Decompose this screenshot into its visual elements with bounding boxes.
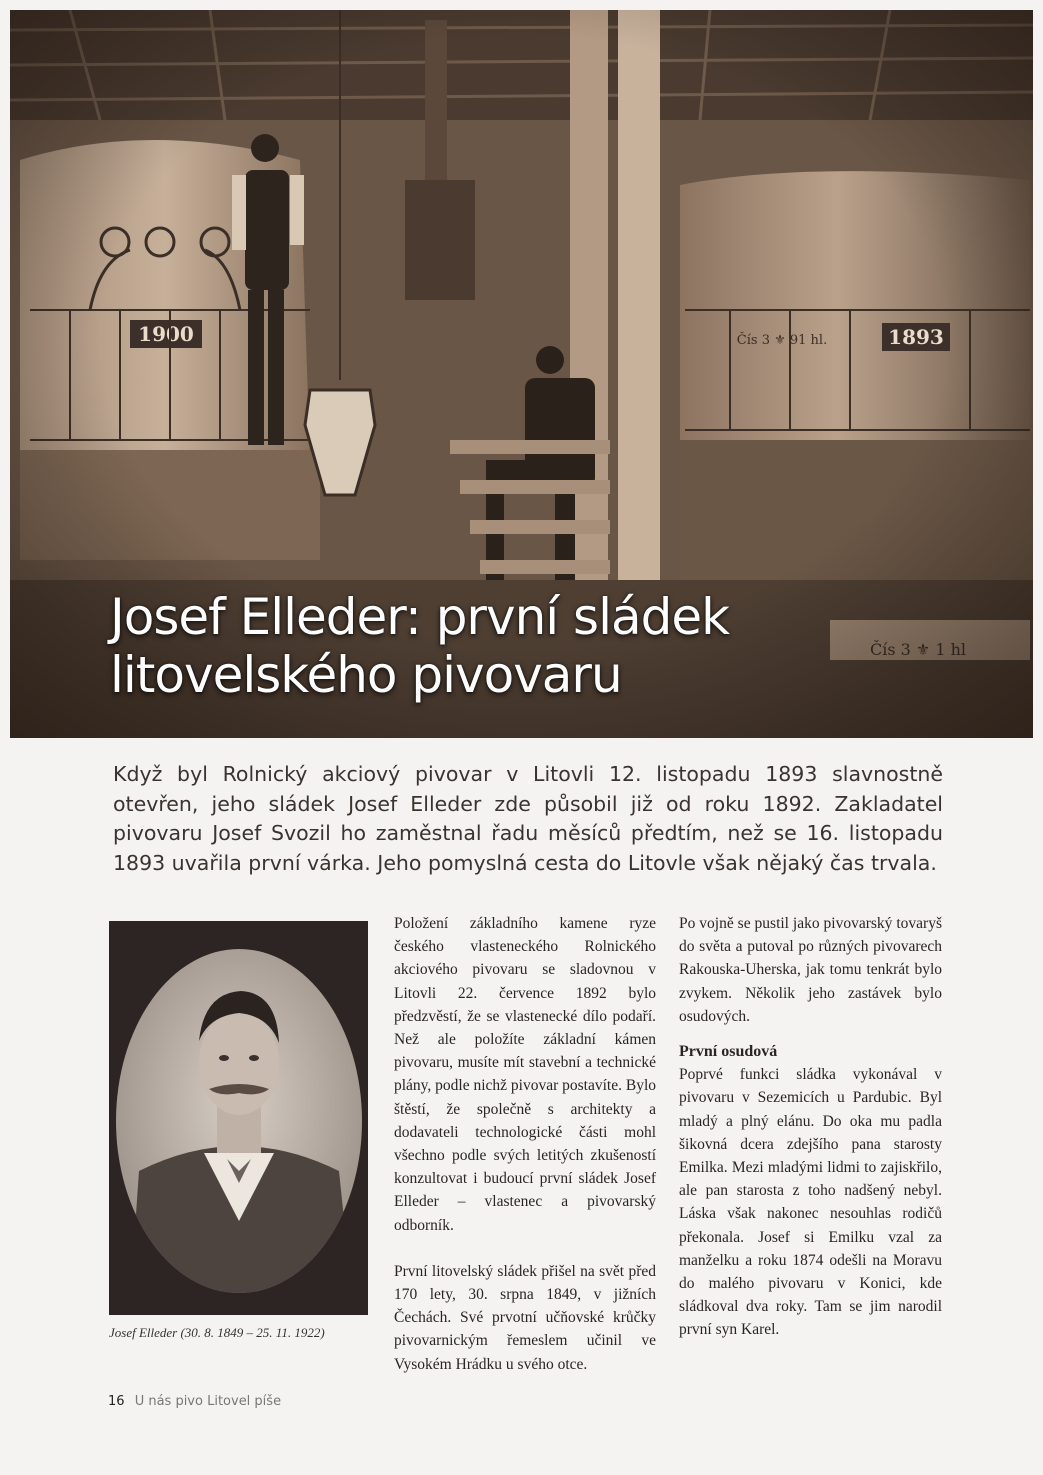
portrait-caption: Josef Elleder (30. 8. 1849 – 25. 11. 1922) [109, 1325, 325, 1340]
paragraph: Po vojně se pustil jako pivovarský tovaryš do světa a putoval po různých pivovarech Rakouska-Uherska, jak tomu tenkrát bylo zvykem. Několik jeho zastávek bylo osudových. [679, 915, 942, 1025]
elleder-portrait [109, 921, 368, 1315]
paragraph: Položení základního kamene ryze českého vlasteneckého Rolnického akciového pivovaru se sladovnou v Litovli 22. července 1892 bylo předzvěstí, že se vlastenecké dílo podaří. Než ale položíte základní kámen pivovaru, musíte mít stavební a technické plány, podle nichž pivovar postavíte. Bylo štěstí, že společně s architekty a dodavateli technologické části mohl všechno podle svých letitých zkušeností konzultovat i budoucí první sládek Josef Elleder – vlastenec a pivovarský odborník. [394, 915, 657, 1234]
page-number: 16 [108, 1394, 125, 1409]
paragraph: Poprvé funkci sládka vykonával v pivovaru v Sezemicích u Pardubic. Byl mladý a plný elánu. Do oka mu padla šikovná dcera zdejšího pana starosty Emilka. Mezi mladými lidmi to zajiskřilo, ale pan starosta z toho nadšený nebyl. Láska však nakonec nesouhlas rodičů překonala. Josef si Emilku vzal za manželku a roku 1874 odešli na Moravu do malého pivovaru v Konici, kde sládkoval dva roky. Tam se jim narodil první syn Karel. [679, 1066, 942, 1339]
title-line-1: Josef Elleder: první sládek [110, 588, 730, 646]
section-heading: První osudová [679, 1043, 778, 1061]
title-line-2: litovelského pivovaru [110, 646, 622, 704]
publication-name: U nás pivo Litovel píše [134, 1394, 282, 1409]
portrait-photo [109, 921, 368, 1315]
paragraph: První litovelský sládek přišel na svět před 170 lety, 30. srpna 1849, v jižních Čechách. Své prvotní učňovské krůčky pivovarnickým řemeslem učinil ve Vysokém Hrádku u svého otce. [394, 1262, 656, 1373]
page-footer [108, 1394, 281, 1409]
article-column-1 [394, 912, 656, 1376]
hero-photo [10, 10, 1033, 738]
page-title [110, 588, 1010, 704]
lead-paragraph: Když byl Rolnický akciový pivovar v Litovli 12. listopadu 1893 slavnostně otevřen, jeho sládek Josef Elleder zde působil již od roku 1892. Zakladatel pivovaru Josef Svozil ho zaměstnal řadu měsíců předtím, než se 16. listopadu 1893 uvařila první várka. Jeho pomyslná cesta do Litovle však nějaký čas trvala. [113, 762, 943, 875]
article-column-2 [679, 912, 942, 1342]
